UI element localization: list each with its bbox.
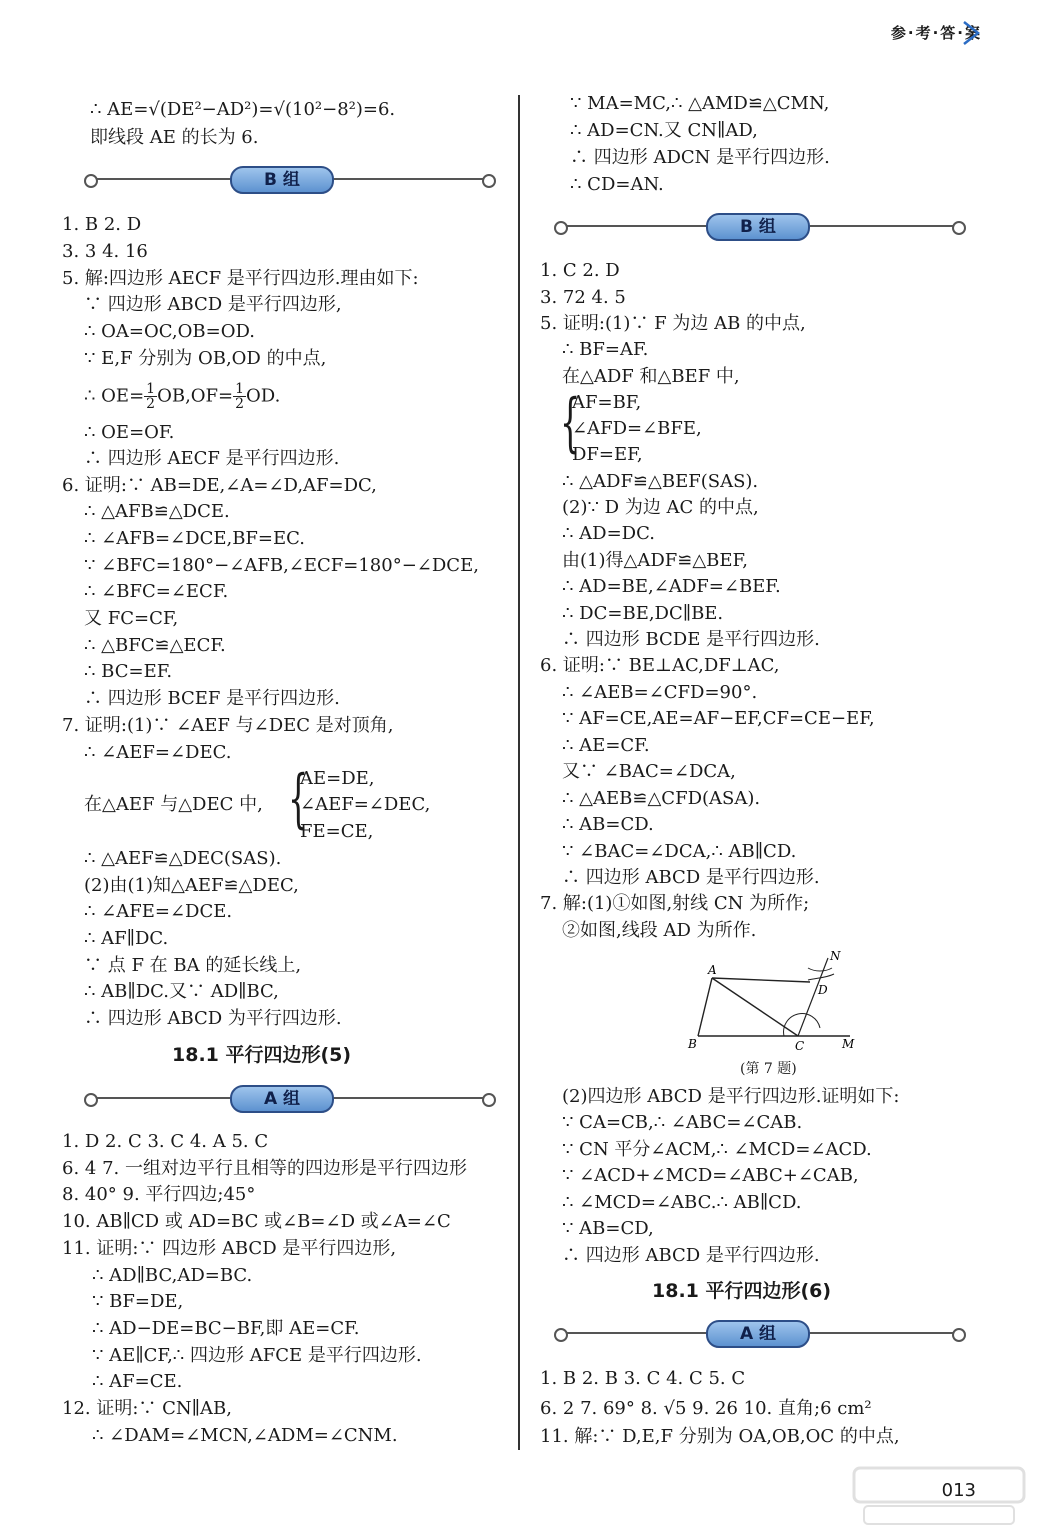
answer-line: 6. 4 7. 一组对边平行且相等的四边形是平行四边形 [62, 1158, 467, 1179]
answer-line: 11. 证明:∵ 四边形 ABCD 是平行四边形, [62, 1238, 397, 1259]
text-line: ∵ BF=DE, [92, 1291, 184, 1312]
section-title: 18.1 平行四边形(5) [172, 1044, 352, 1066]
answer-line: 1. D 2. C 3. C 4. A 5. C [62, 1131, 269, 1152]
text-segment: OB,OF= [157, 385, 234, 407]
text-line: ∴ ∠MCD=∠ABC.∴ AB∥CD. [562, 1192, 802, 1213]
text-line: ∵ 四边形 ABCD 是平行四边形, [84, 294, 342, 315]
text-line: ∴ 四边形 BCDE 是平行四边形. [562, 629, 820, 650]
text-line: ∴ △BFC≌△ECF. [84, 635, 226, 656]
group-label: A 组 [230, 1085, 334, 1113]
brace-item: ∠AFD=∠BFE, [572, 418, 702, 439]
fraction [233, 382, 246, 411]
text-segment: OD. [246, 385, 281, 407]
text-line: ∴ ∠AEF=∠DEC. [84, 742, 232, 763]
text-line: 即线段 AE 的长为 6. [90, 127, 259, 148]
text-line: ∴ AD=CN.又 CN∥AD, [570, 120, 758, 141]
text-line: ∴ AF=CE. [92, 1371, 183, 1392]
watermark-logo [844, 1460, 1034, 1530]
group-label: B 组 [230, 166, 334, 194]
text-line: ∵ E,F 分别为 OB,OD 的中点, [84, 348, 327, 369]
answer-line: 7. 证明:(1)∵ ∠AEF 与∠DEC 是对顶角, [62, 715, 394, 736]
denominator: 2 [235, 396, 245, 412]
answer-line: 1. C 2. D [540, 260, 620, 281]
text-line: ∵ AF=CE,AE=AF−EF,CF=CE−EF, [562, 708, 875, 729]
text-line: ∴ △AEB≌△CFD(ASA). [562, 788, 761, 809]
answer-line: 6. 证明:∵ BE⊥AC,DF⊥AC, [540, 655, 780, 676]
text-line: (2)∵ D 为边 AC 的中点, [562, 497, 759, 518]
fraction-line [84, 382, 280, 411]
brace-item: ∠AEF=∠DEC, [300, 794, 431, 815]
text-line: ∴ ∠DAM=∠MCN,∠ADM=∠CNM. [92, 1425, 398, 1446]
brace-item: AF=BF, [572, 392, 642, 413]
text-line: ∵ MA=MC,∴ △AMD≌△CMN, [570, 93, 830, 114]
text-line: ∴ △AFB≌△DCE. [84, 501, 230, 522]
text-line: ∴ AD−DE=BC−BF,即 AE=CF. [92, 1318, 360, 1339]
text-line: ∴ AF∥DC. [84, 928, 169, 949]
answer-line: 3. 3 4. 16 [62, 241, 148, 262]
answer-line: 12. 证明:∵ CN∥AB, [62, 1398, 232, 1419]
text-line: ∴ OA=OC,OB=OD. [84, 321, 255, 342]
point-label: A [708, 963, 717, 977]
text-line: ∴ BC=EF. [84, 661, 173, 682]
page-header: 参·考·答·案 [890, 24, 982, 42]
text-line: ∵ ∠ACD+∠MCD=∠ABC+∠CAB, [562, 1165, 859, 1186]
text-line: ∴ △ADF≌△BEF(SAS). [562, 471, 759, 492]
text-line: ∴ DC=BE,DC∥BE. [562, 603, 724, 624]
text-line: ∵ AB=CD, [562, 1218, 654, 1239]
answer-line: 1. B 2. D [62, 214, 142, 235]
text-line: 又 FC=CF, [84, 608, 179, 629]
numerator: 1 [235, 381, 245, 397]
text-line: ∴ CD=AN. [570, 174, 664, 195]
text-line: ∴ 四边形 ADCN 是平行四边形. [570, 147, 830, 168]
text-segment: ∴ OE= [84, 385, 145, 407]
brace-symbol: { [288, 762, 309, 836]
answer-line: 5. 证明:(1)∵ F 为边 AB 的中点, [540, 313, 806, 334]
answer-line: 11. 解:∵ D,E,F 分别为 OA,OB,OC 的中点, [540, 1426, 900, 1447]
group-label: A 组 [706, 1320, 810, 1348]
text-line: 又∵ ∠BAC=∠DCA, [562, 761, 736, 782]
answer-line: 3. 72 4. 5 [540, 287, 626, 308]
brace-item: AE=DE, [300, 768, 375, 789]
point-label: B [688, 1037, 697, 1051]
brace-symbol: { [560, 386, 581, 460]
text-line: ∴ BF=AF. [562, 339, 649, 360]
answer-line: 1. B 2. B 3. C 4. C 5. C [540, 1368, 746, 1389]
group-label: B 组 [706, 213, 810, 241]
group-band-a [560, 1320, 960, 1346]
text-line: (2)四边形 ABCD 是平行四边形.证明如下: [562, 1086, 900, 1107]
geometry-figure [680, 948, 860, 1058]
answer-line: 5. 解:四边形 AECF 是平行四边形.理由如下: [62, 268, 419, 289]
text-line: 由(1)得△ADF≌△BEF, [562, 550, 748, 571]
numerator: 1 [146, 381, 156, 397]
text-line: ∴ 四边形 AECF 是平行四边形. [84, 448, 340, 469]
answer-line: 7. 解:(1)①如图,射线 CN 为所作; [540, 893, 810, 914]
point-label: D [818, 983, 828, 997]
chevron-right-icon [958, 20, 984, 46]
text-line: 在△AEF 与△DEC 中, [84, 794, 263, 815]
page-number: 013 [941, 1480, 976, 1501]
figure-caption: (第 7 题) [740, 1061, 797, 1077]
text-line: ∴ ∠BFC=∠ECF. [84, 581, 229, 602]
denominator: 2 [146, 396, 156, 412]
text-line: ∴ 四边形 ABCD 是平行四边形. [562, 1245, 820, 1266]
text-line: ∴ 四边形 ABCD 为平行四边形. [84, 1008, 342, 1029]
text-line: ②如图,线段 AD 为所作. [562, 920, 757, 941]
text-line: ∴ AD=DC. [562, 523, 655, 544]
answer-line: 8. 40° 9. 平行四边;45° [62, 1184, 256, 1205]
text-line: ∵ CN 平分∠ACM,∴ ∠MCD=∠ACD. [562, 1139, 872, 1160]
text-line: ∵ AE∥CF,∴ 四边形 AFCE 是平行四边形. [92, 1345, 422, 1366]
section-title: 18.1 平行四边形(6) [652, 1280, 832, 1302]
text-line: ∵ ∠BAC=∠DCA,∴ AB∥CD. [562, 841, 797, 862]
text-line: ∵ CA=CB,∴ ∠ABC=∠CAB. [562, 1112, 803, 1133]
text-line: ∴ AB=CD. [562, 814, 654, 835]
text-line: ∴ 四边形 BCEF 是平行四边形. [84, 688, 340, 709]
text-line: (2)由(1)知△AEF≌△DEC, [84, 875, 299, 896]
text-line: 在△ADF 和△BEF 中, [562, 366, 740, 387]
text-line: ∴ ∠AFE=∠DCE. [84, 901, 233, 922]
text-line: ∴ △AEF≌△DEC(SAS). [84, 848, 282, 869]
text-line: ∴ AB∥DC.又∵ AD∥BC, [84, 981, 279, 1002]
point-label: N [830, 949, 841, 963]
group-band-b [560, 213, 960, 239]
fraction [144, 382, 157, 411]
brace-item: DF=EF, [572, 444, 643, 465]
group-band-b [90, 166, 490, 192]
text-line: ∴ AE=CF. [562, 735, 650, 756]
answer-line: 6. 2 7. 69° 8. √5 9. 26 10. 直角;6 cm² [540, 1398, 872, 1419]
text-line: ∴ AD=BE,∠ADF=∠BEF. [562, 576, 781, 597]
brace-item: FE=CE, [300, 821, 374, 842]
answer-line: 10. AB∥CD 或 AD=BC 或∠B=∠D 或∠A=∠C [62, 1211, 451, 1232]
text-line: ∴ ∠AEB=∠CFD=90°. [562, 682, 758, 703]
column-divider [518, 95, 520, 1450]
text-line: ∴ AD∥BC,AD=BC. [92, 1265, 253, 1286]
text-line: ∴ 四边形 ABCD 是平行四边形. [562, 867, 820, 888]
point-label: C [795, 1039, 805, 1053]
text-line: ∴ OE=OF. [84, 422, 175, 443]
text-line: ∵ 点 F 在 BA 的延长线上, [84, 955, 302, 976]
text-line: ∴ AE=√(DE²−AD²)=√(10²−8²)=6. [90, 99, 396, 120]
point-label: M [842, 1037, 855, 1051]
text-line: ∵ ∠BFC=180°−∠AFB,∠ECF=180°−∠DCE, [84, 555, 479, 576]
group-band-a [90, 1085, 490, 1111]
answer-line: 6. 证明:∵ AB=DE,∠A=∠D,AF=DC, [62, 475, 377, 496]
text-line: ∴ ∠AFB=∠DCE,BF=EC. [84, 528, 305, 549]
